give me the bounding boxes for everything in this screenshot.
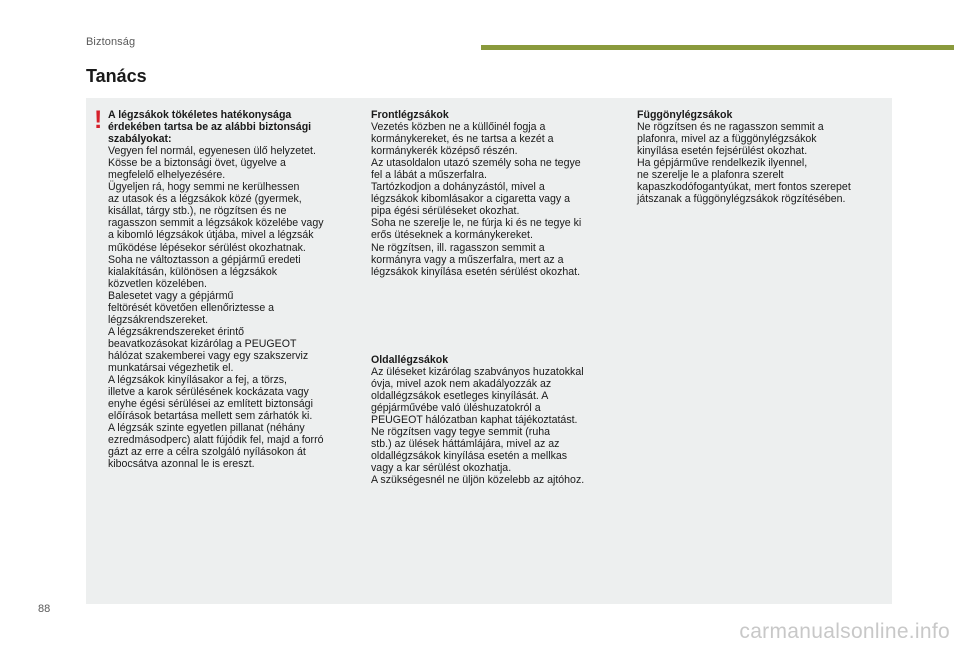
curtain-line: játszanak a függönylégzsákok rögzítésében. [637,193,846,206]
warning-line: működése lépésekor sérülést okozhatnak. [108,241,306,254]
frontal-line: kormányra vagy a műszerfalra, mert az a [371,253,564,266]
warning-text-column [108,109,358,470]
warning-line: Balesetet vagy a gépjármű [108,289,234,302]
exclamation-icon: ! [94,106,103,134]
side-line: stb.) az ülések háttámlájára, mivel az az [371,438,560,451]
side-line: Az üléseket kizárólag szabványos huzatokkal [371,366,584,379]
curtain-line: ne szerelje le a plafonra szerelt [637,169,784,182]
watermark: carmanualsonline.info [739,620,950,643]
frontal-line: Ne rögzítsen, ill. ragasszon semmit a [371,241,545,254]
curtain-line: kapaszkodófogantyúkat, mert fontos szerepet [637,181,851,194]
page-number: 88 [38,603,51,615]
warning-line: közvetlen közelében. [108,277,207,290]
warning-line: ezredmásodperc) alatt fújódik fel, majd a forró [108,434,324,447]
warning-line: enyhe égési sérülései az említett biztonsági [108,398,313,411]
curtain-line: kinyílása esetén fejsérülést okozhat. [637,145,808,158]
warning-line: előírások betartása mellett sem zárhatók ki. [108,410,313,423]
curtain-line: Ha gépjárműve rendelkezik ilyennel, [637,157,808,170]
warning-line: légzsákrendszereket. [108,313,209,326]
warning-line: kialakításán, különösen a légzsákok [108,265,278,278]
warning-line: illetve a karok sérülésének kockázata vagy [108,386,309,399]
frontal-line: Soha ne szerelje le, ne fúrja ki és ne tegye ki [371,217,582,230]
frontal-line: erős ütéseknek a kormánykereket. [371,229,533,242]
warning-line: az utasok és a légzsákok közé (gyermek, [108,193,302,206]
warning-line: beavatkozásokat kizárólag a PEUGEOT [108,337,297,350]
section-label: Biztonság [86,36,136,48]
warning-line: A légzsák szinte egyetlen pillanat (néhány [108,422,305,435]
side-airbags-heading: Oldallégzsákok [371,354,449,366]
warning-line: megfelelő elhelyezésére. [108,169,226,182]
side-line: oldallégzsákok esetleges kinyílását. A [371,390,549,403]
frontal-line: légzsákok kibomlásakor a cigaretta vagy a [371,193,571,206]
warning-line: hálózat szakemberei vagy egy szakszerviz [108,349,309,362]
warning-line: Vegyen fel normál, egyenesen ülő helyzetet. [108,145,316,158]
curtain-line: plafonra, mivel az a függönylégzsákok [637,133,817,146]
page-title: Tanács [86,66,147,86]
frontal-line: Tartózkodjon a dohányzástól, mivel a [371,181,545,194]
side-line: vagy a kar sérülést okozhatja. [371,462,512,475]
frontal-line: Az utasoldalon utazó személy soha ne tegye [371,157,581,170]
frontal-line: pipa égési sérüléseket okozhat. [371,205,520,218]
side-line: Ne rögzítsen vagy tegye semmit (ruha [371,426,550,439]
warning-line: a kibomló légzsákok útjába, mivel a légzsák [108,229,314,242]
curtain-line: Ne rögzítsen és ne ragasszon semmit a [637,121,824,134]
warning-line: ragasszon semmit a légzsákok közelébe vagy [108,217,324,230]
warning-line: Kösse be a biztonsági övet, ügyelve a [108,157,286,170]
frontal-line: Vezetés közben ne a küllőinél fogja a [371,121,546,134]
frontal-line: kormánykerék középső részén. [371,145,518,158]
curtain-airbags-section [637,109,887,205]
warning-line: munkatársai végezhetik el. [108,361,234,374]
frontal-airbags-heading: Frontlégzsákok [371,109,449,121]
curtain-airbags-heading: Függönylégzsákok [637,109,733,121]
warning-line: A légzsákok kinyílásakor a fej, a törzs, [108,374,287,387]
side-line: oldallégzsákok kinyílása esetén a mellkas [371,450,568,463]
side-line: gépjárművébe való üléshuzatokról a [371,402,541,415]
warning-line: kibocsátva azonnal le is ereszt. [108,458,255,471]
side-line: óvja, mivel azok nem akadályozzák az [371,378,552,391]
section-divider-bar [481,45,954,50]
warning-line: Ügyeljen rá, hogy semmi ne kerülhessen [108,181,300,194]
warning-line: feltörését követően ellenőriztesse a [108,301,275,314]
warning-line: kisállat, tárgy stb.), ne rögzítsen és ne [108,205,287,218]
warning-line: gázt az erre a célra szolgáló nyílásokon át [108,446,306,459]
warning-line: A légzsákrendszereket érintő [108,325,245,338]
warning-heading-line: szabályokat: [108,133,172,146]
side-airbags-section [371,354,621,487]
side-line: PEUGEOT hálózatban kaphat tájékoztatást. [371,414,578,427]
frontal-line: kormánykereket, és ne tartsa a kezét a [371,133,554,146]
warning-line: Soha ne változtasson a gépjármű eredeti [108,253,301,266]
warning-heading-line: érdekében tartsa be az alábbi biztonsági [108,121,312,134]
frontal-line: fel a lábát a műszerfalra. [371,169,487,182]
frontal-airbags-section [371,109,621,278]
warning-heading-line: A légzsákok tökéletes hatékonysága [108,109,292,121]
side-line: A szükségesnél ne üljön közelebb az ajtóhoz. [371,474,585,487]
frontal-line: légzsákok kinyílása esetén sérülést okozhat. [371,265,581,278]
